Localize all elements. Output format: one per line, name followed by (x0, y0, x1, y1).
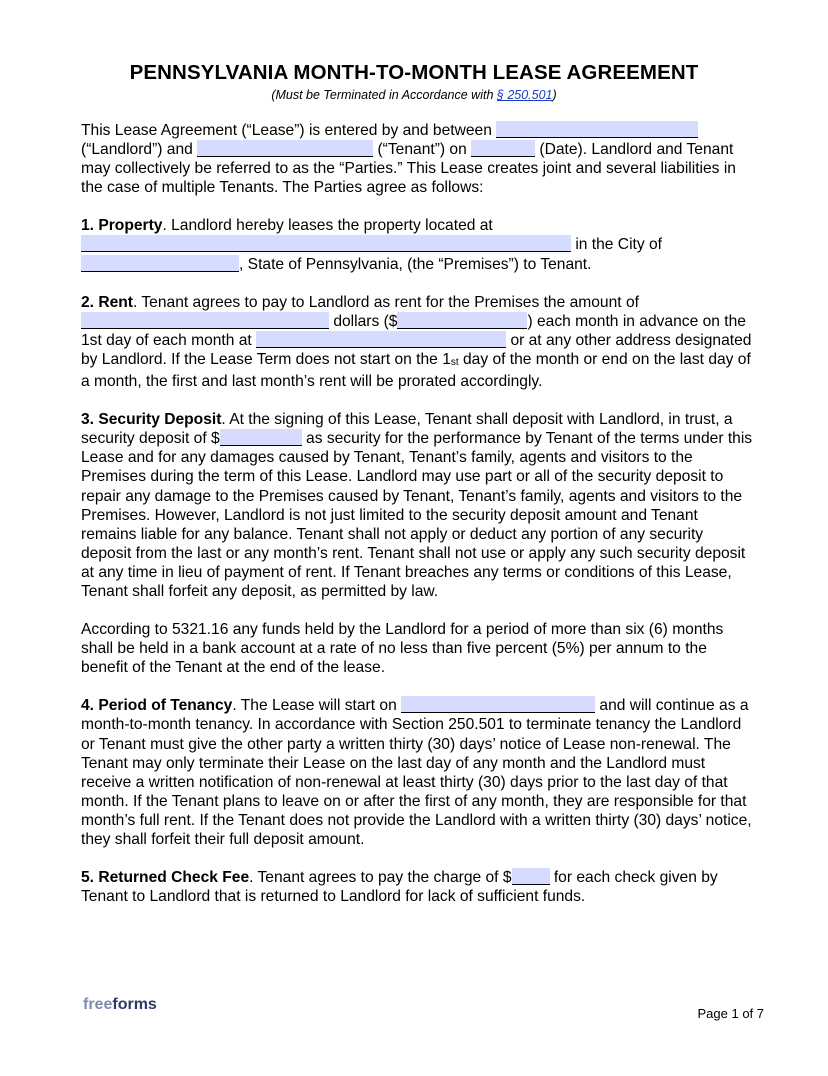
security-deposit-heading: 3. Security Deposit (81, 411, 222, 429)
deposit-text-2: as security for the performance by Tenant of the terms under this Lease and for any damages caused by Tenant, Tenant’s family, agents and visitors to the Premises during the term of this Lease. Landlord may use part or all of the security deposit to repair any damage to the Premises caused by Tenant, Tenant’s family, agents and visitors to the Premises. However, Landlord is not just limited to the security deposit amount and Tenant remains liable for any balance. Tenant shall not apply or deduct any portion of any security deposit from the last or any month’s rent. Tenant shall not use or apply any such security deposit at any time in lieu of payment of rent. If Tenant breaches any terms or conditions of this Lease, Tenant shall forfeit any deposit, as permitted by law. (81, 430, 753, 600)
landlord-name-field[interactable] (496, 121, 698, 138)
tenancy-text-2: and will continue as a month-to-month tenancy. In accordance with Section 250.501 to terminate tenancy the Landlord or Tenant must give the other party a written thirty (30) days’ notice of Lease non-renewal. The Tenant may only terminate their Lease on the last day of any month and the Landlord must receive a written notification of non-renewal at least thirty (30) days prior to the last day of that month. If the Tenant plans to leave on or after the first of any month, they are responsible for that month’s full rent. If the Tenant does not provide the Landlord with a written thirty (30) days’ notice, they shall forfeit their full deposit amount. (81, 697, 752, 848)
intro-text-4: (Date). Landlord and Tenant may collectively be referred to as the “Parties.” This Lease creates joint and several liabilities in the case of multiple Tenants. The Parties agree as follows: (81, 141, 736, 197)
property-address-field[interactable] (81, 235, 571, 252)
logo-free: free (83, 996, 113, 1013)
document-body (81, 121, 753, 925)
logo-forms: forms (112, 996, 157, 1013)
subtitle-suffix: ) (552, 88, 557, 102)
tenancy-text-1: . The Lease will start on (232, 697, 402, 715)
statute-link[interactable]: § 250.501 (496, 88, 553, 102)
tenant-name-field[interactable] (197, 140, 373, 157)
rent-section (81, 293, 753, 391)
check-fee-field[interactable] (512, 868, 550, 885)
intro-text-2: (“Landlord”) and (81, 141, 198, 159)
property-section (81, 216, 753, 273)
property-text-2: in the City of (571, 236, 663, 254)
deposit-interest-paragraph: According to 5321.16 any funds held by the Landlord for a period of more than six (6) months shall be held in a bank account at a rate of no less than five percent (5%) per annum to the benefit of the Tenant at the end of the lease. (81, 621, 724, 677)
tenancy-section (81, 696, 753, 849)
rent-text-4: or at any other address designated by Landlord. If the Lease Term does not start on the 1 (81, 331, 752, 368)
document-subtitle (0, 88, 828, 102)
check-fee-text-2: for each check given by Tenant to Landlord that is returned to Landlord for lack of sufficient funds. (81, 869, 718, 906)
document-title: PENNSYLVANIA MONTH-TO-MONTH LEASE AGREEMENT (129, 61, 699, 84)
check-fee-section (81, 868, 753, 906)
check-fee-text-1: . Tenant agrees to pay the charge of $ (249, 869, 512, 887)
payment-address-field[interactable] (256, 331, 506, 348)
rent-text-1: . Tenant agrees to pay to Landlord as rent for the Premises the amount of (133, 293, 639, 311)
property-text-1: . Landlord hereby leases the property located at (162, 217, 493, 235)
rent-amount-field[interactable] (397, 312, 527, 329)
intro-text-1: This Lease Agreement (“Lease”) is entered by and between (81, 122, 497, 139)
rent-text-2: dollars ($ (329, 312, 398, 330)
property-heading: 1. Property (81, 217, 163, 235)
lease-date-field[interactable] (471, 140, 535, 157)
property-text-3: , State of Pennsylvania, (the “Premises”) to Tenant. (239, 255, 592, 273)
city-field[interactable] (81, 255, 239, 272)
rent-text-5: day of the month or end on the last day of a month, the first and last month’s rent will be prorated accordingly. (81, 350, 751, 391)
check-fee-heading: 5. Returned Check Fee (81, 869, 250, 887)
start-date-field[interactable] (401, 696, 595, 713)
rent-text-3: ) each month in advance on the 1st day of each month at (81, 312, 746, 349)
deposit-text-1: . At the signing of this Lease, Tenant shall deposit with Landlord, in trust, a security deposit of $ (81, 411, 733, 448)
security-deposit-field[interactable] (220, 429, 302, 446)
intro-text-3: (“Tenant”) on (373, 141, 472, 159)
security-deposit-section (81, 410, 753, 601)
rent-heading: 2. Rent (81, 293, 133, 311)
intro-paragraph (81, 121, 753, 197)
rent-amount-words-field[interactable] (81, 312, 329, 329)
page-number: Page 1 of 7 (697, 1006, 764, 1021)
freeforms-logo (83, 996, 157, 1014)
subtitle-prefix: (Must be Terminated in Accordance with (271, 88, 497, 102)
tenancy-heading: 4. Period of Tenancy (81, 697, 233, 715)
ordinal-suffix: st (450, 356, 459, 368)
